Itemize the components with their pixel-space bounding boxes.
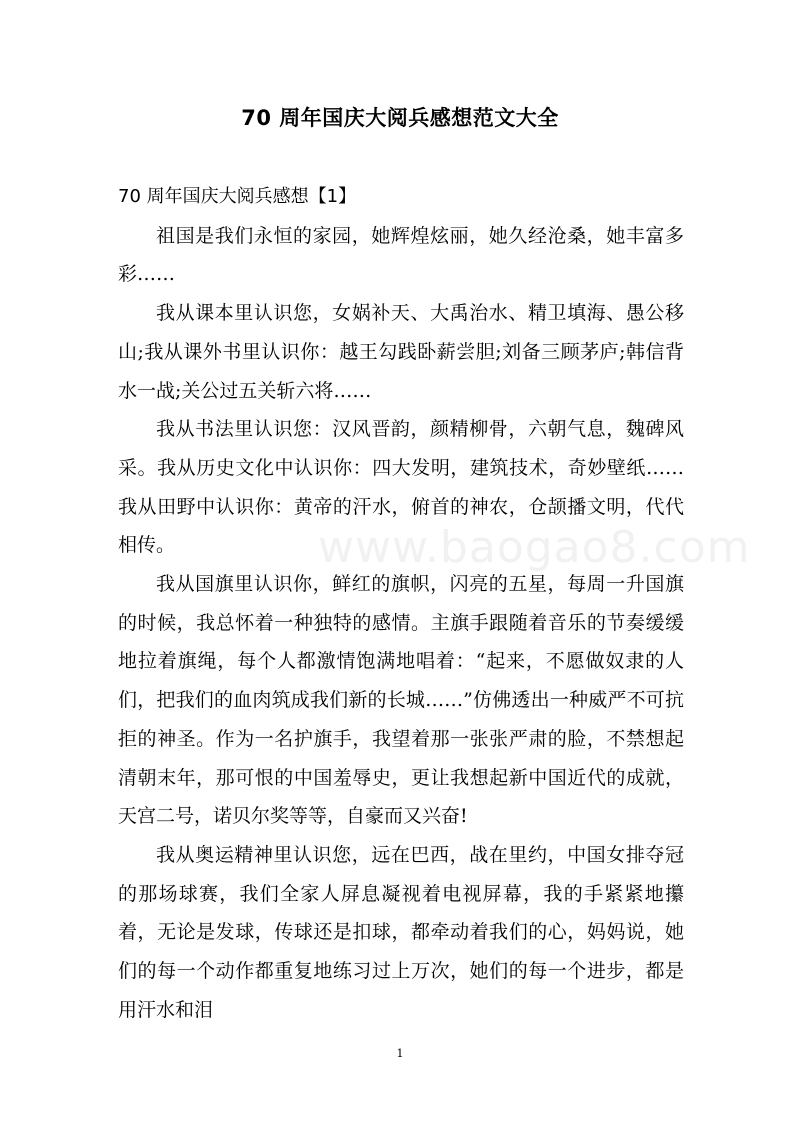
document-title: 70 周年国庆大阅兵感想范文大全 [241,106,559,130]
paragraph-3: 我从书法里认识您：汉风晋韵，颜精柳骨，六朝气息，魏碑风采。我从历史文化中认识你：四大发明，建筑技术，奇妙壁纸……我从田野中认识你：黄帝的汗水，俯首的神农，仓颉播文明，代代相传。 [118,418,684,557]
paragraph-1: 祖国是我们永恒的家园，她辉煌炫丽，她久经沧桑，她丰富多彩…… [118,224,684,286]
page-number: 1 [396,1047,404,1060]
document-body [118,178,684,1029]
watermark: www.baogao8.com [318,522,751,573]
section-heading: 70 周年国庆大阅兵感想【1】 [118,186,357,207]
paragraph-2: 我从课本里认识您，女娲补天、大禹治水、精卫填海、愚公移山;我从课外书里认识你：越王勾践卧薪尝胆;刘备三顾茅庐;韩信背水一战;关公过五关斩六将…… [118,302,684,402]
paragraph-5: 我从奥运精神里认识您，远在巴西，战在里约，中国女排夺冠的那场球赛，我们全家人屏息凝视着电视屏幕，我的手紧紧地攥着，无论是发球，传球还是扣球，都牵动着我们的心，妈妈说，她们的每一个动作都重复地练习过上万次，她们的每一个进步，都是用汗水和泪 [118,843,684,1021]
paragraph-4: 我从国旗里认识你，鲜红的旗帜，闪亮的五星，每周一升国旗的时候，我总怀着一种独特的感情。主旗手跟随着音乐的节奏缓缓地拉着旗绳，每个人都激情饱满地唱着：“起来，不愿做奴隶的人们，把我们的血肉筑成我们新的长城……”仿佛透出一种威严不可抗拒的神圣。作为一名护旗手，我望着那一张张严肃的脸，不禁想起清朝末年，那可恨的中国羞辱史，更让我想起新中国近代的成就，天宫二号，诺贝尔奖等等，自豪而又兴奋! [118,573,684,828]
